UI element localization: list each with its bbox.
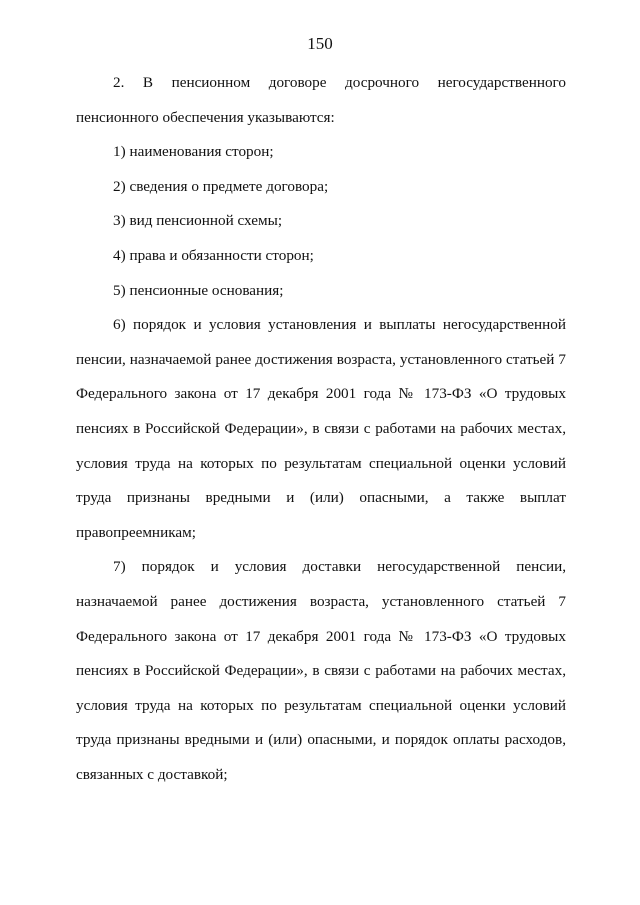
- list-item-3: 3) вид пенсионной схемы;: [113, 212, 283, 230]
- list-item-6: 6) порядок и условия установления и выплаты негосударственной пенсии, назначаемой ранее достижения возраста, установленного статьей 7 Федерального закона от 17 декабря 2001 года № 173-ФЗ «О трудовых пенсиях в Российской Федерации», в связи с работами на рабочих местах, условия труда на которых по результатам специальной оценки условий труда признаны вредными и (или) опасными, а также выплат правопреемникам;: [76, 316, 566, 541]
- list-item-4: 4) права и обязанности сторон;: [113, 246, 314, 264]
- document-body: [76, 66, 566, 792]
- paragraph-clause-2: 2. В пенсионном договоре досрочного негосударственного пенсионного обеспечения указываются:: [76, 74, 566, 126]
- page-number: 150: [307, 34, 333, 53]
- list-item-1: 1) наименования сторон;: [113, 143, 274, 161]
- list-item-7: 7) порядок и условия доставки негосударственной пенсии, назначаемой ранее достижения возраста, установленного статьей 7 Федерального закона от 17 декабря 2001 года № 173-ФЗ «О трудовых пенсиях в Российской Федерации», в связи с работами на рабочих местах, условия труда на которых по результатам специальной оценки условий труда признаны вредными и (или) опасными, и порядок оплаты расходов, связанных с доставкой;: [76, 558, 566, 783]
- list-item-2: 2) сведения о предмете договора;: [113, 177, 329, 195]
- list-item-5: 5) пенсионные основания;: [113, 281, 284, 299]
